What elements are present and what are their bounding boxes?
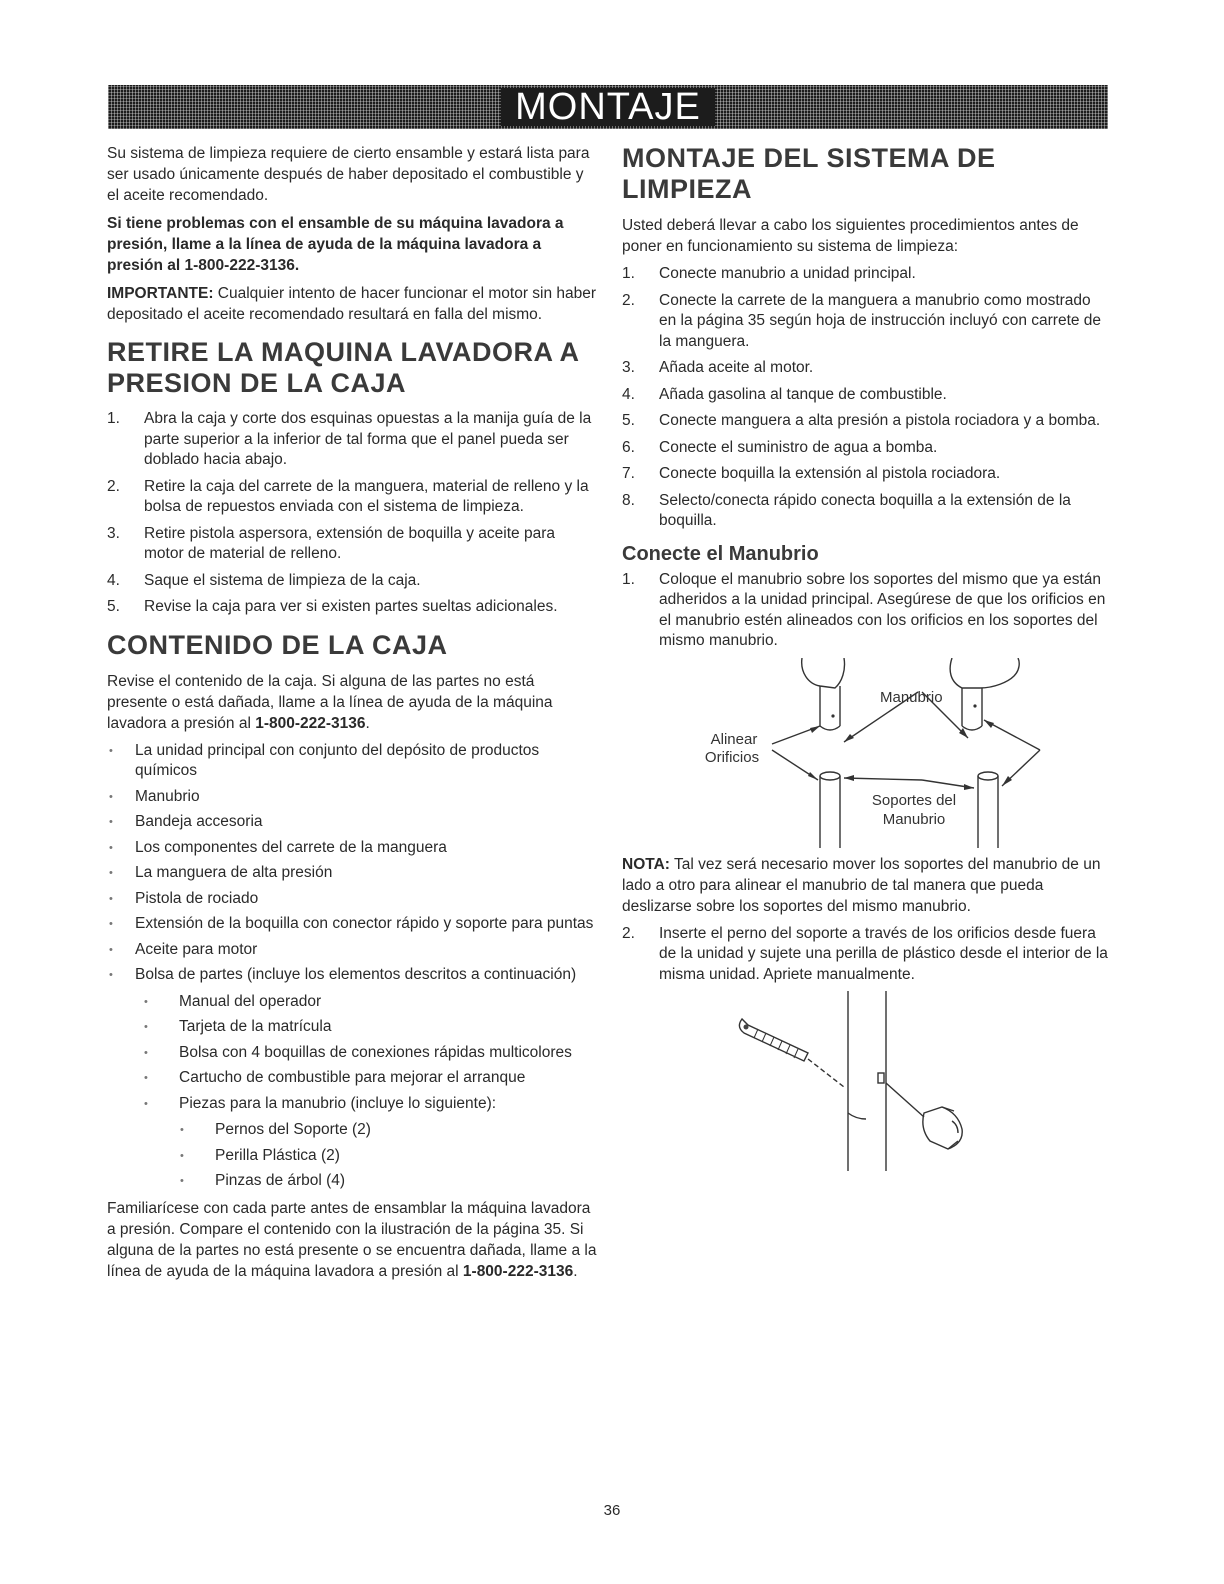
list-item: • Cartucho de combustible para mejorar el arranque bbox=[107, 1068, 597, 1089]
figure-label-handle: Manubrio bbox=[880, 688, 943, 706]
list-item: • La manguera de alta presión bbox=[107, 863, 597, 884]
list-item: 4. Saque el sistema de limpieza de la caja. bbox=[107, 571, 421, 589]
phone-number: 1-800-222-3136 bbox=[255, 714, 366, 732]
note-paragraph bbox=[622, 854, 1112, 917]
intro-paragraph: Su sistema de limpieza requiere de cierto ensamble y estará lista para ser usado únicamente después de haber depositado el combustible y el aceite recomendado. bbox=[107, 145, 590, 204]
important-label: IMPORTANTE: bbox=[107, 285, 214, 302]
list-item: 2. Retire la caja del carrete de la manguera, material de relleno y la bolsa de repuestos enviada con el sistema de limpieza. bbox=[107, 477, 589, 515]
page-title: MONTAJE bbox=[501, 88, 715, 126]
list-item: • Pistola de rociado bbox=[107, 889, 597, 910]
figure-label-supports-1: Soportes del bbox=[871, 791, 957, 809]
list-item: • Pernos del Soporte (2) bbox=[107, 1120, 597, 1141]
list-item: 5. Revise la caja para ver si existen partes sueltas adicionales. bbox=[107, 598, 558, 615]
list-item: 4. Añada gasolina al tanque de combustible. bbox=[622, 385, 947, 403]
figure-label-align-2: Orificios bbox=[704, 748, 760, 766]
list-item: • Bolsa con 4 boquillas de conexiones rápidas multicolores bbox=[107, 1043, 597, 1064]
note-text: Tal vez será necesario mover los soportes del manubrio de un lado a otro para alinear el manubrio de tal manera que pueda deslizarse sobre los soportes del mismo manubrio. bbox=[622, 855, 1101, 915]
list-item: 2. Conecte la carrete de la manguera a manubrio como mostrado en la página 35 según hoja de instrucción incluyó con carrete de la manguera. bbox=[622, 291, 1102, 350]
list-item: 3. Retire pistola aspersora, extensión de boquilla y aceite para motor de material de relleno. bbox=[107, 524, 555, 562]
figure-label-align-1: Alinear bbox=[710, 730, 758, 748]
bolt-knob-illustration bbox=[622, 991, 1112, 1181]
closing-paragraph: Familiarícese con cada parte antes de ensamblar la máquina lavadora a presión. Compare el contenido con la ilustración de la página 35. Si alguna de la partes no está presente o se encuentra dañada, llame a la línea de ayuda de la máquina lavadora a presión al 1-800-222-3136. bbox=[107, 1199, 597, 1280]
list-item: • Pinzas de árbol (4) bbox=[107, 1171, 597, 1192]
important-text: Cualquier intento de hacer funcionar el motor sin haber depositado el aceite recomendado resultará en falla del mismo. bbox=[107, 285, 597, 323]
list-item: 8. Selecto/conecta rápido conecta boquilla a la extensión de la boquilla. bbox=[622, 491, 1071, 529]
assembly-steps-list bbox=[622, 264, 1112, 532]
header-banner bbox=[108, 85, 1108, 129]
right-column bbox=[622, 143, 1112, 1181]
handle-step-2 bbox=[622, 924, 1112, 986]
contents-list bbox=[107, 741, 597, 986]
list-item: • Perilla Plástica (2) bbox=[107, 1146, 597, 1167]
list-item: 1. Conecte manubrio a unidad principal. bbox=[622, 265, 916, 282]
list-item: 1. Abra la caja y corte dos esquinas opuestas a la manija guía de la parte superior a la inferior de tal forma que el panel pueda ser doblado hacia abajo. bbox=[107, 410, 592, 468]
list-item: • Los componentes del carrete de la manguera bbox=[107, 838, 597, 859]
list-item: • Manual del operador bbox=[107, 992, 597, 1013]
remove-steps-list bbox=[107, 409, 597, 618]
page-number: 36 bbox=[603, 1502, 621, 1519]
bolt-knob-figure bbox=[622, 991, 1112, 1181]
important-paragraph bbox=[107, 283, 597, 325]
subsection-handle-title: Conecte el Manubrio bbox=[622, 542, 819, 565]
list-item: • Bolsa de partes (incluye los elementos descritos a continuación) bbox=[107, 965, 597, 986]
left-column bbox=[107, 143, 597, 1289]
figure-label-supports-2: Manubrio bbox=[882, 810, 946, 828]
list-item: • Manubrio bbox=[107, 787, 597, 808]
list-item: • Extensión de la boquilla con conector rápido y soporte para puntas bbox=[107, 914, 597, 935]
handle-alignment-figure bbox=[622, 658, 1112, 848]
list-item: 6. Conecte el suministro de agua a bomba. bbox=[622, 438, 938, 456]
list-item: 5. Conecte manguera a alta presión a pistola rociadora y a bomba. bbox=[622, 412, 1101, 429]
contents-intro: Revise el contenido de la caja. Si alguna de las partes no está presente o está dañada, llame a la línea de ayuda de la máquina lavadora a presión al 1-800-222-3136. bbox=[107, 672, 553, 732]
handle-step-1 bbox=[622, 570, 1112, 652]
list-item: 2. Inserte el perno del soporte a través de los orificios desde fuera de la unidad y sujete una perilla de plástico desde el interior de la misma unidad. Apriete manualmente. bbox=[622, 924, 1108, 983]
phone-number: 1-800-222-3136 bbox=[462, 1262, 574, 1280]
note-label: NOTA: bbox=[622, 855, 670, 873]
list-item: • Bandeja accesoria bbox=[107, 812, 597, 833]
help-line-paragraph: Si tiene problemas con el ensamble de su máquina lavadora a presión, llame a la línea de ayuda de la máquina lavadora a presión al 1-800-222-3136. bbox=[107, 215, 564, 274]
section-remove-title: RETIRE LA MAQUINA LAVADORA A PRESION DE LA CAJA bbox=[107, 337, 579, 398]
handle-parts-list bbox=[107, 1120, 597, 1192]
section-contents-title: CONTENIDO DE LA CAJA bbox=[107, 629, 448, 660]
list-item: • Tarjeta de la matrícula bbox=[107, 1017, 597, 1038]
section-assembly-title: MONTAJE DEL SISTEMA DE LIMPIEZA bbox=[622, 143, 996, 204]
list-item: 3. Añada aceite al motor. bbox=[622, 359, 814, 376]
list-item: • Piezas para la manubrio (incluye lo siguiente): bbox=[107, 1094, 597, 1115]
assembly-intro: Usted deberá llevar a cabo los siguientes procedimientos antes de poner en funcionamiento su sistema de limpieza: bbox=[622, 217, 1079, 255]
bag-items-list bbox=[107, 992, 597, 1115]
list-item: • La unidad principal con conjunto del depósito de productos químicos bbox=[107, 741, 597, 782]
list-item: 7. Conecte boquilla la extensión al pistola rociadora. bbox=[622, 465, 1001, 482]
list-item: 1. Coloque el manubrio sobre los soportes del mismo que ya están adheridos a la unidad principal. Asegúrese de que los orificios en el manubrio estén alineados con los orificios en los soportes del mismo manubrio. bbox=[622, 570, 1106, 649]
list-item: • Aceite para motor bbox=[107, 940, 597, 961]
